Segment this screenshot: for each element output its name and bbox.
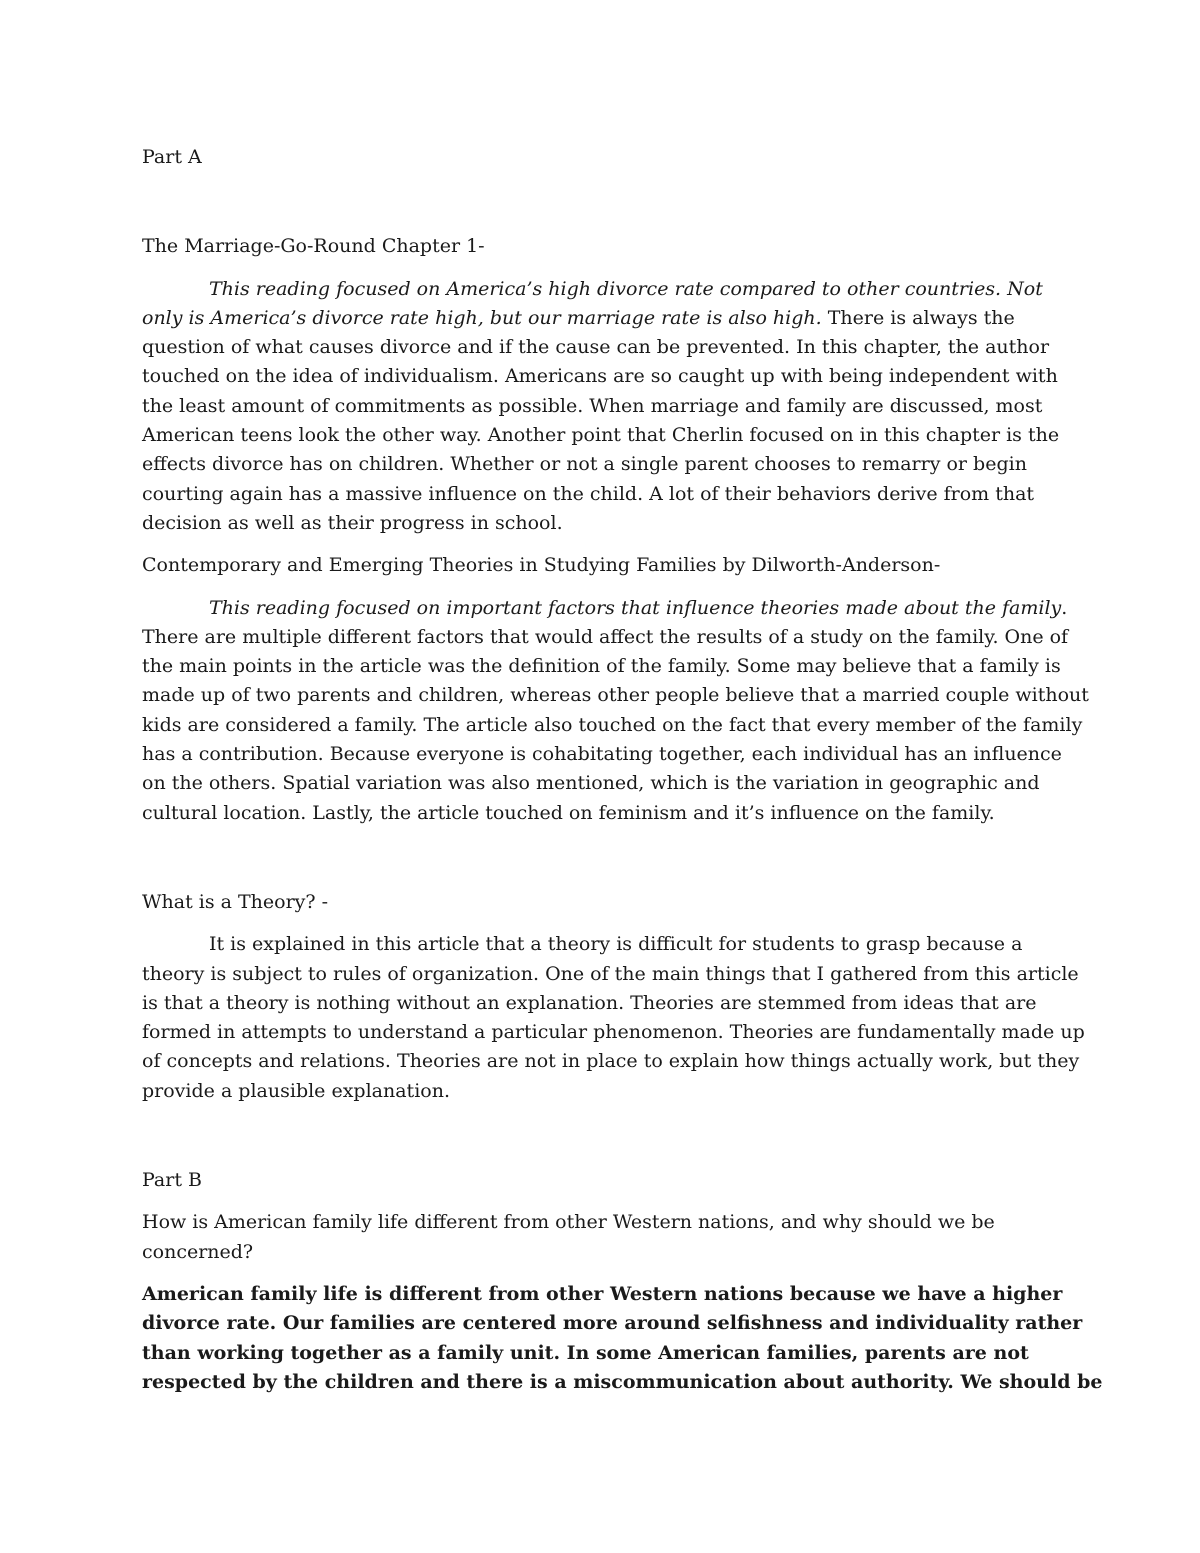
paragraph-line: formed in attempts to understand a particular phenomenon. Theories are fundamentally made up (142, 1021, 1085, 1044)
question-line: concerned? (142, 1240, 254, 1263)
text-run: . (1061, 596, 1068, 619)
section-title-marriage-go-round: The Marriage-Go-Round Chapter 1- (142, 235, 485, 258)
paragraph-line (142, 275, 1062, 304)
part-b-answer (142, 1280, 1103, 1397)
paragraph-marriage-go-round (142, 275, 1062, 539)
paragraph-line: the main points in the article was the definition of the family. Some may believe that a family is (142, 655, 1061, 678)
paragraph-contemporary-theories (142, 594, 1089, 828)
paragraph-line: has a contribution. Because everyone is cohabitating together, each individual has an influence (142, 743, 1062, 766)
paragraph-line: is that a theory is nothing without an explanation. Theories are stemmed from ideas that are (142, 991, 1037, 1014)
paragraph-line: question of what causes divorce and if the cause can be prevented. In this chapter, the author (142, 336, 1050, 359)
paragraph-line: kids are considered a family. The article also touched on the fact that every member of the family (142, 713, 1083, 736)
paragraph-line: courting again has a massive influence on the child. A lot of their behaviors derive from that (142, 482, 1035, 505)
paragraph-line: American teens look the other way. Another point that Cherlin focused on in this chapter is the (142, 424, 1060, 447)
italic-summary: This reading focused on America’s high divorce rate compared to other countries. Not (209, 277, 1043, 300)
paragraph-line: theory is subject to rules of organization. One of the main things that I gathered from this article (142, 962, 1079, 985)
paragraph-line (142, 594, 1068, 623)
part-b-heading: Part B (142, 1169, 202, 1192)
italic-summary: This reading focused on important factors that influence theories made about the family (209, 596, 1062, 619)
section-title-what-is-a-theory: What is a Theory? - (142, 890, 329, 913)
paragraph-line (142, 304, 1062, 333)
section-title-contemporary-theories: Contemporary and Emerging Theories in Studying Families by Dilworth-Anderson- (142, 554, 941, 577)
paragraph-line: of concepts and relations. Theories are not in place to explain how things actually work, but they (142, 1050, 1080, 1073)
part-a-heading: Part A (142, 146, 202, 168)
paragraph-line: It is explained in this article that a theory is difficult for students to grasp because a (209, 933, 1023, 956)
text-run: There is always the (821, 306, 1015, 329)
paragraph-line: effects divorce has on children. Whether or not a single parent chooses to remarry or begin (142, 453, 1027, 476)
answer-line: respected by the children and there is a miscommunication about authority. We should be (142, 1370, 1103, 1393)
italic-summary: only is America’s divorce rate high, but our marriage rate is also high. (142, 306, 822, 329)
paragraph-line: the least amount of commitments as possible. When marriage and family are discussed, most (142, 394, 1043, 417)
question-line: How is American family life different from other Western nations, and why should we be (142, 1211, 995, 1234)
paragraph-line: There are multiple different factors that would affect the results of a study on the family. One of (142, 625, 1069, 648)
paragraph-line: touched on the idea of individualism. Americans are so caught up with being independent with (142, 365, 1058, 388)
paragraph-line: provide a plausible explanation. (142, 1079, 450, 1102)
answer-line: American family life is different from other Western nations because we have a higher (142, 1282, 1063, 1305)
document-body (142, 143, 1103, 1397)
answer-line: divorce rate. Our families are centered more around selfishness and individuality rather (142, 1312, 1083, 1335)
paragraph-line: made up of two parents and children, whereas other people believe that a married couple without (142, 684, 1089, 707)
paragraph-line: cultural location. Lastly, the article touched on feminism and it’s influence on the family. (142, 801, 995, 824)
answer-line: than working together as a family unit. In some American families, parents are not (142, 1341, 1029, 1364)
part-b-question (142, 1208, 1062, 1267)
paragraph-line: on the others. Spatial variation was also mentioned, which is the variation in geographic and (142, 772, 1040, 795)
paragraph-what-is-a-theory (142, 930, 1085, 1106)
paragraph-line: decision as well as their progress in school. (142, 511, 563, 534)
